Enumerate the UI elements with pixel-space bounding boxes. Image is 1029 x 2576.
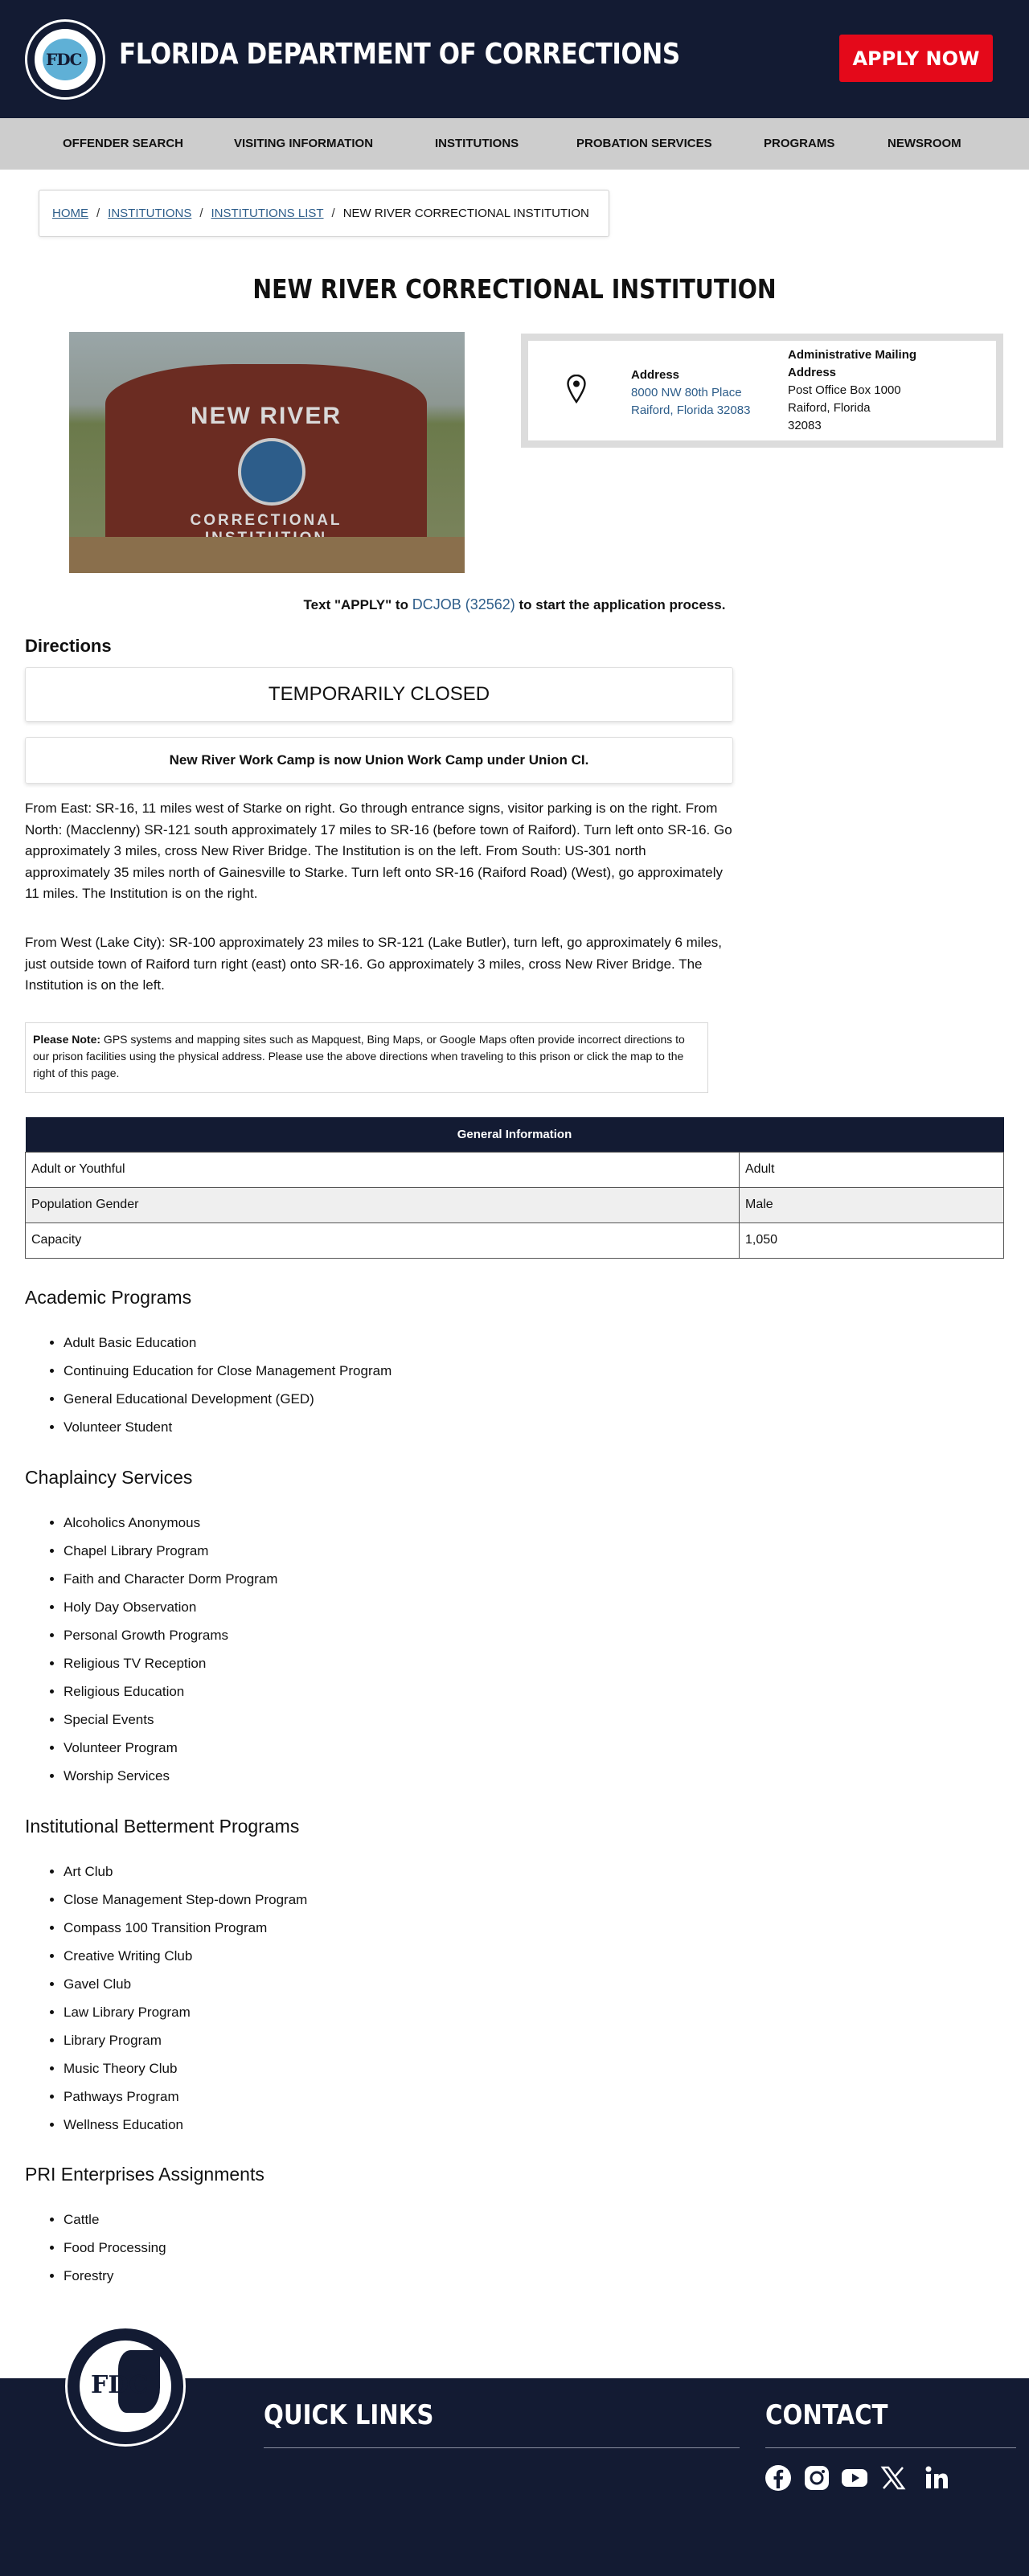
list-item: • Personal Growth Programs (64, 1621, 277, 1649)
pri-assignments-heading: PRI Enterprises Assignments (25, 2164, 264, 2185)
list-item: • Adult Basic Education (64, 1329, 392, 1357)
sign-seal-icon (238, 438, 305, 506)
table-row (26, 1187, 1004, 1222)
physical-address (631, 367, 750, 420)
directions-paragraph-1: From East: SR-16, 11 miles west of Starke on right. Go through entrance signs, visitor parking is on the right. From North: (Macclenny) SR-121 south approximately 17 miles to SR-16 (before town of Raiford). Turn left onto SR-16. Go approximately 3 miles, cross New River Bridge. The Institution is on the left. From South: US-301 north approximately 35 miles north of Gainesville to Starke. Turn left onto SR-16 (Raiford Road) (West), go approximately 11 miles. The Institution is on the right. (25, 801, 732, 901)
list-item: • Holy Day Observation (64, 1593, 277, 1621)
contact-divider (765, 2447, 1016, 2448)
breadcrumb-institutions-link[interactable]: INSTITUTIONS (108, 207, 192, 220)
table-cell-label: Capacity (26, 1222, 740, 1258)
nav-item-offender-search[interactable]: OFFENDER SEARCH (63, 137, 184, 150)
sign-line1: NEW RIVER (190, 403, 342, 429)
breadcrumb-home-link[interactable]: HOME (52, 207, 88, 220)
nav-item-probation-services[interactable]: PROBATION SERVICES (576, 137, 712, 150)
apply-text-suffix: to start the application process. (514, 597, 726, 612)
gps-note (25, 1022, 708, 1093)
breadcrumb-current: NEW RIVER CORRECTIONAL INSTITUTION (342, 207, 589, 220)
main-nav (0, 118, 1029, 170)
list-item: • Continuing Education for Close Management Program (64, 1357, 392, 1385)
list-item: • Worship Services (64, 1762, 277, 1790)
pri-assignments-list (64, 2205, 166, 2290)
list-item: • Music Theory Club (64, 2054, 307, 2083)
list-item: • Library Program (64, 2026, 307, 2054)
x-icon[interactable] (879, 2463, 908, 2492)
footer-fdc-logo[interactable] (65, 2326, 186, 2447)
table-header-row (26, 1117, 1004, 1152)
mulch-bed (69, 537, 465, 573)
nav-item-institutions[interactable]: INSTITUTIONS (435, 137, 519, 150)
apply-text-code-link[interactable]: DCJOB (32562) (412, 596, 515, 612)
list-item: • Alcoholics Anonymous (64, 1509, 277, 1537)
instagram-icon[interactable] (802, 2463, 831, 2492)
list-item: • Cattle (64, 2205, 166, 2234)
mailing-line2: Raiford, Florida (788, 401, 871, 415)
list-item: • Pathways Program (64, 2083, 307, 2111)
page-title: NEW RIVER CORRECTIONAL INSTITUTION (252, 273, 777, 305)
table-heading: General Information (26, 1117, 1004, 1152)
betterment-programs-list (64, 1857, 307, 2139)
list-item: • Close Management Step-down Program (64, 1886, 307, 1914)
list-item: • Gavel Club (64, 1970, 307, 1998)
list-item: • Wellness Education (64, 2111, 307, 2139)
table-row (26, 1152, 1004, 1187)
list-item: • Volunteer Program (64, 1734, 277, 1762)
directions-paragraph-2: From West (Lake City): SR-100 approximately 23 miles to SR-121 (Lake Butler), turn left, go approximately 6 miles, just outside town of Raiford turn right (east) onto SR-16. Go approximately 3 miles, cross New River Bridge. The Institution is on the left. (25, 935, 723, 993)
institution-sign (105, 364, 427, 545)
address-label: Address (631, 368, 680, 382)
chaplaincy-services-heading: Chaplaincy Services (25, 1467, 193, 1488)
breadcrumb-separator: / (331, 207, 335, 220)
mailing-line1: Post Office Box 1000 (788, 383, 901, 397)
list-item: • Chapel Library Program (64, 1537, 277, 1565)
fdc-seal (34, 28, 96, 91)
quick-links-divider (264, 2447, 740, 2448)
directions-heading: Directions (25, 636, 112, 656)
list-item: • Forestry (64, 2262, 166, 2290)
note-label: Please Note: (33, 1033, 101, 1046)
address-card (521, 334, 1003, 448)
list-item: • Law Library Program (64, 1998, 307, 2026)
site-header (0, 0, 1029, 118)
linkedin-icon[interactable] (923, 2463, 952, 2492)
address-line2[interactable]: Raiford, Florida 32083 (631, 403, 751, 417)
list-item: • Art Club (64, 1857, 307, 1886)
list-item: • Creative Writing Club (64, 1942, 307, 1970)
note-text: GPS systems and mapping sites such as Mapquest, Bing Maps, or Google Maps often provide incorrect directions to our prison facilities using the physical address. Please use the above directions when traveling to this prison or click the map to the right of this page. (33, 1033, 685, 1079)
logo-text: FDC (46, 50, 82, 69)
breadcrumb-institutions-list-link[interactable]: INSTITUTIONS LIST (211, 207, 324, 220)
breadcrumb-separator: / (96, 207, 100, 220)
list-item: • Food Processing (64, 2234, 166, 2262)
address-card-inner (528, 341, 996, 440)
site-title[interactable]: FLORIDA DEPARTMENT OF CORRECTIONS (119, 38, 680, 71)
list-item: • Religious Education (64, 1677, 277, 1706)
nav-item-visiting-information[interactable]: VISITING INFORMATION (234, 137, 374, 150)
address-line1[interactable]: 8000 NW 80th Place (631, 386, 742, 399)
chaplaincy-services-list (64, 1509, 277, 1790)
table-cell-label: Population Gender (26, 1187, 740, 1222)
list-item: • Faith and Character Dorm Program (64, 1565, 277, 1593)
nav-item-newsroom[interactable]: NEWSROOM (888, 137, 961, 150)
institution-photo (69, 332, 465, 573)
academic-programs-list (64, 1329, 392, 1441)
footer-fdc-seal (80, 2341, 171, 2432)
mailing-address-label: Administrative Mailing Address (788, 348, 917, 379)
sign-line2: CORRECTIONAL (190, 512, 342, 529)
contact-heading: CONTACT (765, 2399, 888, 2431)
nav-item-programs[interactable]: PROGRAMS (764, 137, 835, 150)
youtube-icon[interactable] (840, 2463, 869, 2492)
apply-text (0, 596, 1029, 613)
breadcrumb (39, 190, 609, 237)
mailing-address (788, 346, 933, 435)
list-item: • Religious TV Reception (64, 1649, 277, 1677)
table-cell-value: Adult (740, 1152, 1004, 1187)
apply-text-prefix: Text "APPLY" to (303, 597, 412, 612)
table-cell-value: 1,050 (740, 1222, 1004, 1258)
list-item: • Compass 100 Transition Program (64, 1914, 307, 1942)
breadcrumb-separator: / (199, 207, 203, 220)
map-pin-icon (567, 375, 586, 403)
footer-logo-text: FDC (91, 2371, 149, 2399)
fdc-logo[interactable] (25, 19, 105, 100)
general-info-table (25, 1117, 1004, 1259)
academic-programs-heading: Academic Programs (25, 1287, 192, 1308)
table-cell-label: Adult or Youthful (26, 1152, 740, 1187)
quick-links-heading: QUICK LINKS (264, 2399, 434, 2431)
list-item: • Special Events (64, 1706, 277, 1734)
list-item: • General Educational Development (GED) (64, 1385, 392, 1413)
table-cell-value: Male (740, 1187, 1004, 1222)
work-camp-notice-card: New River Work Camp is now Union Work Camp under Union CI. (25, 737, 733, 784)
list-item: • Volunteer Student (64, 1413, 392, 1441)
betterment-programs-heading: Institutional Betterment Programs (25, 1816, 300, 1837)
facebook-icon[interactable] (764, 2463, 793, 2492)
mailing-line3: 32083 (788, 419, 822, 432)
temporarily-closed-card: TEMPORARILY CLOSED (25, 667, 733, 722)
apply-now-button[interactable]: APPLY NOW (839, 35, 993, 82)
table-row (26, 1222, 1004, 1258)
